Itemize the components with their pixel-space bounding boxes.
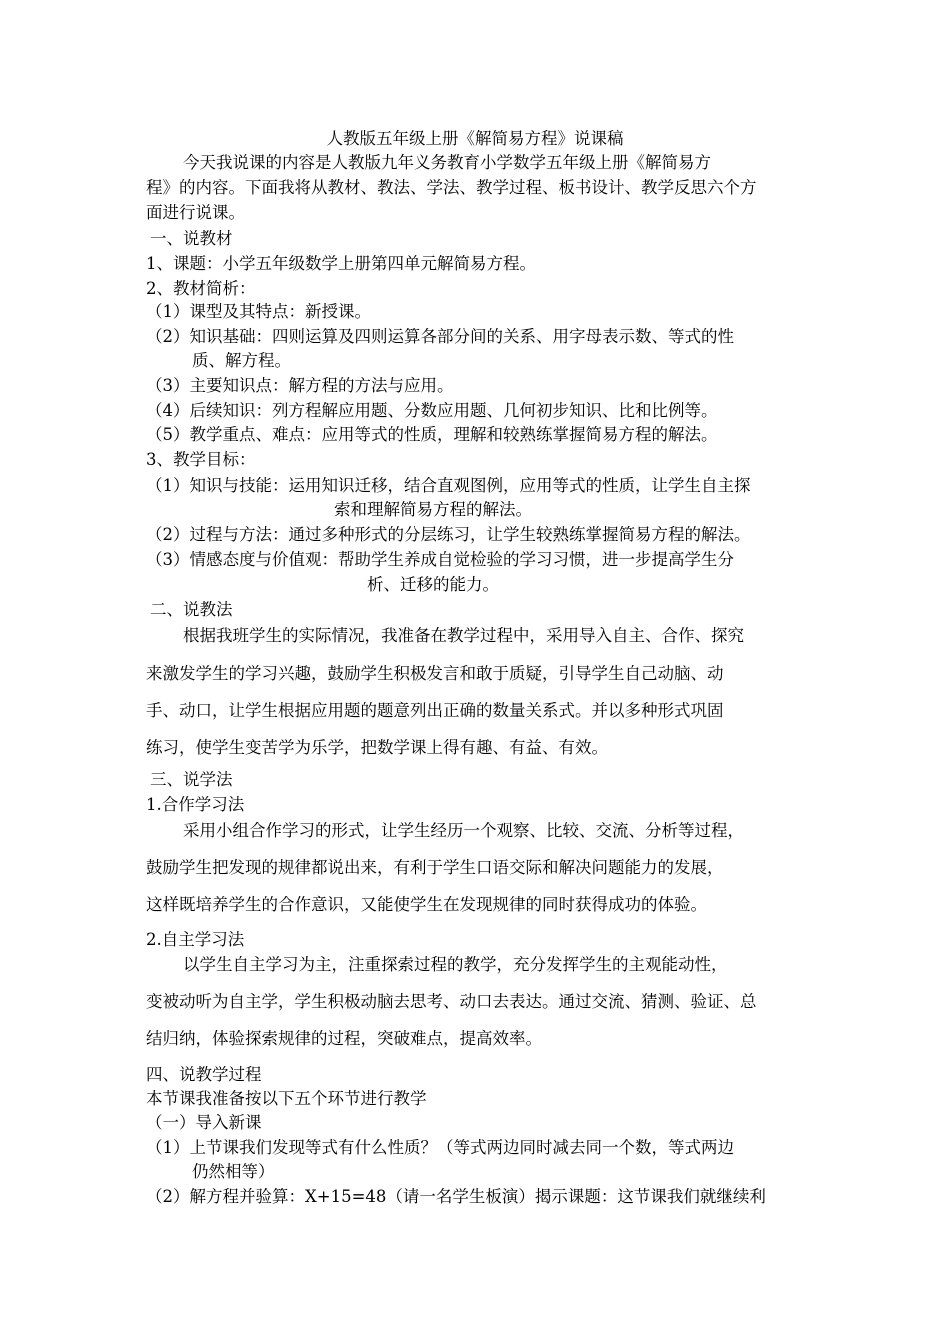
goals-heading: 3、教学目标： [146,450,256,469]
topic-line: 1、课题：小学五年级数学上册第四单元解简易方程。 [146,254,536,273]
process-sub-heading-1: （一）导入新课 [146,1113,262,1132]
teaching-method-line-3: 手、动口，让学生根据应用题的题意列出正确的数量关系式。并以多种形式巩固 [146,701,724,720]
cooperative-heading: 1.合作学习法 [146,795,245,814]
process-line-1-cont: 仍然相等） [192,1162,275,1181]
process-line-2: （2）解方程并验算：X+15=48（请一名学生板演）揭示课题：这节课我们就继续利 [146,1187,766,1206]
analysis-item-2-cont: 质、解方程。 [192,351,291,370]
process-line-1: （1）上节课我们发现等式有什么性质？（等式两边同时减去同一个数，等式两边 [146,1138,734,1157]
document-title: 人教版五年级上册《解简易方程》说课稿 [326,129,624,148]
autonomous-line-1: 以学生自主学习为主，注重探索过程的教学，充分发挥学生的主观能动性， [183,955,728,974]
goal-1: （1）知识与技能：运用知识迁移，结合直观图例，应用等式的性质，让学生自主探 [146,476,751,495]
analysis-item-3: （3）主要知识点：解方程的方法与应用。 [146,376,454,395]
analysis-item-1: （1）课型及其特点：新授课。 [146,302,371,321]
goal-3: （3）情感态度与价值观：帮助学生养成自觉检验的学习习惯，进一步提高学生分 [146,550,734,569]
autonomous-line-3: 结归纳，体验探索规律的过程，突破难点，提高效率。 [146,1029,542,1048]
process-intro: 本节课我准备按以下五个环节进行教学 [146,1089,427,1108]
section-heading-textbook: 一、说教材 [150,229,233,248]
goal-2: （2）过程与方法：通过多种形式的分层练习，让学生较熟练掌握简易方程的解法。 [146,525,751,544]
section-heading-learning-method: 三、说学法 [150,770,233,789]
goal-3-cont: 析、迁移的能力。 [367,575,499,594]
intro-line-3: 面进行说课。 [146,203,245,222]
teaching-method-line-2: 来激发学生的学习兴趣，鼓励学生积极发言和敢于质疑，引导学生自己动脑、动 [146,664,724,683]
cooperative-line-2: 鼓励学生把发现的规律都说出来，有利于学生口语交际和解决问题能力的发展， [146,858,724,877]
intro-line-1: 今天我说课的内容是人教版九年义务教育小学数学五年级上册《解简易方 [183,153,711,172]
analysis-item-4: （4）后续知识：列方程解应用题、分数应用题、几何初步知识、比和比例等。 [146,401,718,420]
autonomous-line-2: 变被动听为自主学，学生积极动脑去思考、动口去表达。通过交流、猜测、验证、总 [146,992,757,1011]
goal-1-cont: 索和理解简易方程的解法。 [334,500,532,519]
teaching-method-line-4: 练习，使学生变苦学为乐学，把数学课上得有趣、有益、有效。 [146,738,608,757]
cooperative-line-3: 这样既培养学生的合作意识，又能使学生在发现规律的同时获得成功的体验。 [146,895,707,914]
teaching-method-line-1: 根据我班学生的实际情况，我准备在教学过程中，采用导入自主、合作、探究 [183,626,744,645]
analysis-item-2: （2）知识基础：四则运算及四则运算各部分间的关系、用字母表示数、等式的性 [146,327,734,346]
section-heading-teaching-method: 二、说教法 [150,600,233,619]
cooperative-line-1: 采用小组合作学习的形式，让学生经历一个观察、比较、交流、分析等过程， [183,821,744,840]
autonomous-heading: 2.自主学习法 [146,930,245,949]
analysis-item-5: （5）教学重点、难点：应用等式的性质，理解和较熟练掌握简易方程的解法。 [146,425,718,444]
intro-line-2: 程》的内容。下面我将从教材、教法、学法、教学过程、板书设计、教学反思六个方 [146,178,757,197]
section-heading-process: 四、说教学过程 [146,1065,262,1084]
analysis-heading: 2、教材简析： [146,279,256,298]
